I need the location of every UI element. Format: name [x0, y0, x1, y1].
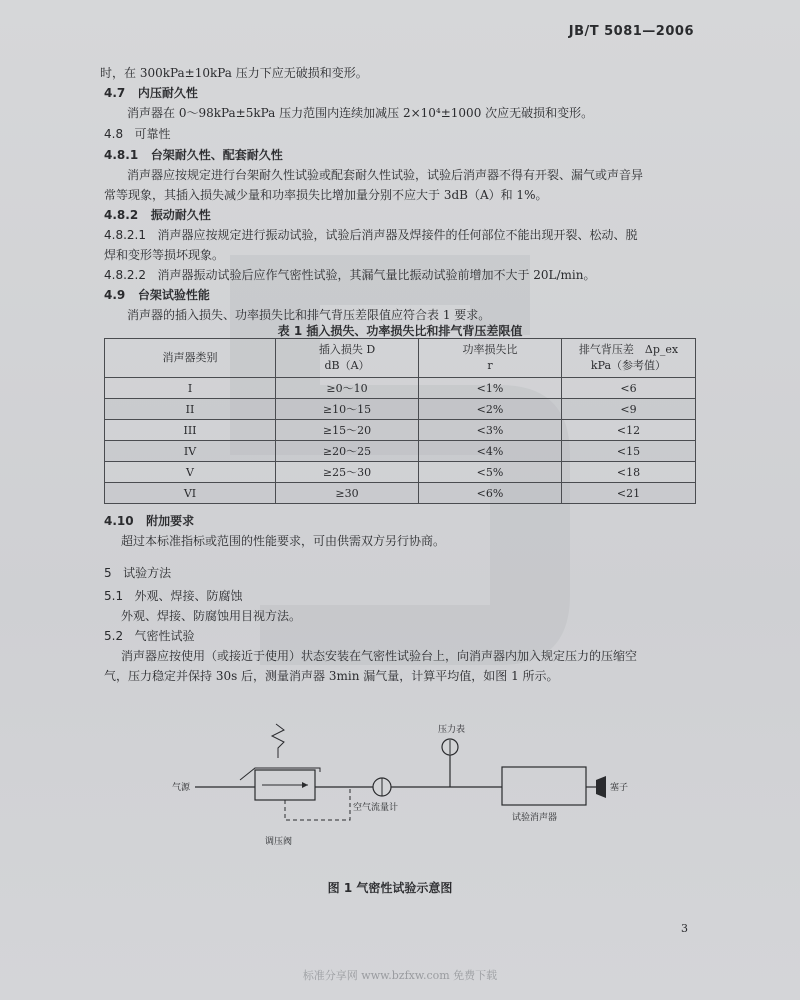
section-heading-4-10	[104, 513, 194, 529]
section-title: 台架耐久性、配套耐久性	[150, 148, 283, 162]
page-number: 3	[681, 922, 688, 935]
section-heading-4-8-1	[104, 147, 283, 163]
header-line: r	[487, 359, 493, 372]
regulator-spring-icon	[272, 724, 284, 758]
paragraph-4-8-2-2	[104, 267, 595, 283]
section-heading-4-8-2	[104, 207, 211, 223]
cell-type: III	[105, 420, 276, 441]
label-flowmeter: 空气流量计	[353, 803, 399, 813]
label-plug: 塞子	[610, 783, 629, 793]
label-pressure-gauge: 压力表	[438, 725, 466, 735]
text-line: 消声器振动试验后应作气密性试验，其漏气量比振动试验前增加不大于 20L/min。	[157, 268, 596, 282]
section-heading-4-7	[104, 85, 198, 101]
section-number: 4.7	[104, 86, 126, 100]
cell-back-pressure: <6	[562, 378, 696, 399]
section-number: 5.2	[104, 629, 124, 643]
section-title: 气密性试验	[134, 629, 195, 643]
section-heading-4-8	[104, 126, 171, 142]
regulator-drain-line	[285, 787, 350, 820]
text-line: 消声器应按使用（或接近于使用）状态安装在气密性试验台上，向消声器内加入规定压力的压缩空	[121, 649, 638, 663]
table-caption: 表 1 插入损失、功率损失比和排气背压差限值	[277, 324, 523, 338]
section-number: 5	[104, 566, 112, 580]
label-regulator: 调压阀	[265, 837, 293, 847]
section-title: 台架试验性能	[137, 288, 210, 302]
section-title: 试验方法	[123, 566, 172, 580]
section-number: 4.8	[104, 127, 124, 141]
column-header-insertion-loss	[276, 339, 419, 378]
cell-insertion-loss: ≥15～20	[276, 420, 419, 441]
figure-caption: 图 1 气密性试验示意图	[327, 881, 453, 895]
table-row	[105, 462, 696, 483]
cell-power-loss-ratio: <1%	[419, 378, 562, 399]
cell-power-loss-ratio: <2%	[419, 399, 562, 420]
section-title: 外观、焊接、防腐蚀	[134, 589, 243, 603]
section-heading-5-2	[104, 628, 195, 644]
cell-back-pressure: <9	[562, 399, 696, 420]
table-row	[105, 420, 696, 441]
section-number: 4.9	[104, 288, 126, 302]
text-line: 消声器应按规定进行台架耐久性试验或配套耐久性试验，试验后消声器不得有开裂、漏气或声音异	[127, 168, 644, 182]
section-number: 4.8.2.2	[104, 268, 146, 282]
label-test-muffler: 试验消声器	[512, 813, 558, 823]
section-number: 4.10	[104, 514, 134, 528]
section-title: 振动耐久性	[150, 208, 211, 222]
cell-type: IV	[105, 441, 276, 462]
limits-table	[104, 338, 696, 504]
section-number: 4.8.2	[104, 208, 139, 222]
label-gas-source: 气源	[172, 783, 191, 793]
table-row	[105, 483, 696, 504]
header-line: dB（A）	[324, 359, 370, 372]
header-line: 排气背压差 Δp_ex	[578, 343, 679, 356]
cell-type: V	[105, 462, 276, 483]
section-title: 附加要求	[146, 514, 195, 528]
section-title: 内压耐久性	[137, 86, 198, 100]
text-line: 消声器应按规定进行振动试验，试验后消声器及焊接件的任何部位不能出现开裂、松动、脱	[157, 228, 638, 242]
text-line: 消声器的插入损失、功率损失比和排气背压差限值应符合表 1 要求。	[127, 308, 491, 322]
cell-insertion-loss: ≥10～15	[276, 399, 419, 420]
cell-back-pressure: <12	[562, 420, 696, 441]
cell-type: VI	[105, 483, 276, 504]
cell-power-loss-ratio: <5%	[419, 462, 562, 483]
standard-number: JB/T 5081—2006	[568, 24, 694, 39]
section-number: 5.1	[104, 589, 124, 603]
cell-insertion-loss: ≥20～25	[276, 441, 419, 462]
header-line: kPa（参考值）	[590, 359, 667, 372]
cell-insertion-loss: ≥0～10	[276, 378, 419, 399]
table-row	[105, 378, 696, 399]
column-header-power-loss-ratio	[419, 339, 562, 378]
table-row	[105, 441, 696, 462]
cell-back-pressure: <15	[562, 441, 696, 462]
text-line: 时，在 300kPa±10kPa 压力下应无破损和变形。	[100, 66, 368, 80]
cell-power-loss-ratio: <4%	[419, 441, 562, 462]
section-heading-5-1	[104, 588, 243, 604]
section-heading-4-9	[104, 287, 210, 303]
text-line: 超过本标准指标或范围的性能要求，可由供需双方另行协商。	[121, 534, 446, 548]
table-row	[105, 399, 696, 420]
section-number: 4.8.2.1	[104, 228, 146, 242]
cell-back-pressure: <21	[562, 483, 696, 504]
text-line: 气，压力稳定并保持 30s 后，测量消声器 3min 漏气量，计算平均值，如图 1 所示。	[104, 669, 559, 683]
cell-type: II	[105, 399, 276, 420]
footer-watermark-text: 标准分享网 www.bzfxw.com 免费下载	[302, 969, 498, 982]
paragraph-4-8-2-1	[104, 227, 637, 243]
section-title: 可靠性	[134, 127, 171, 141]
valve-arrowhead	[302, 782, 308, 788]
cell-insertion-loss: ≥30	[276, 483, 419, 504]
text-line: 常等现象，其插入损失减少量和功率损失比增加量分别不应大于 3dB（A）和 1%。	[104, 188, 548, 202]
plug-symbol	[596, 776, 606, 798]
test-muffler-symbol	[502, 767, 586, 805]
cell-power-loss-ratio: <6%	[419, 483, 562, 504]
cell-power-loss-ratio: <3%	[419, 420, 562, 441]
text-line: 消声器在 0～98kPa±5kPa 压力范围内连续加减压 2×10⁴±1000 次应无破损和变形。	[127, 106, 594, 120]
text-line: 外观、焊接、防腐蚀用目视方法。	[121, 609, 302, 623]
section-heading-5	[104, 565, 171, 581]
column-header-type: 消声器类别	[105, 339, 276, 378]
cell-insertion-loss: ≥25～30	[276, 462, 419, 483]
cell-back-pressure: <18	[562, 462, 696, 483]
text-line: 焊和变形等损坏现象。	[104, 248, 225, 262]
header-line: 插入损失 D	[318, 343, 376, 356]
column-header-back-pressure	[562, 339, 696, 378]
cell-type: I	[105, 378, 276, 399]
airtightness-test-diagram	[160, 720, 640, 860]
header-line: 功率损失比	[462, 343, 518, 356]
section-number: 4.8.1	[104, 148, 139, 162]
